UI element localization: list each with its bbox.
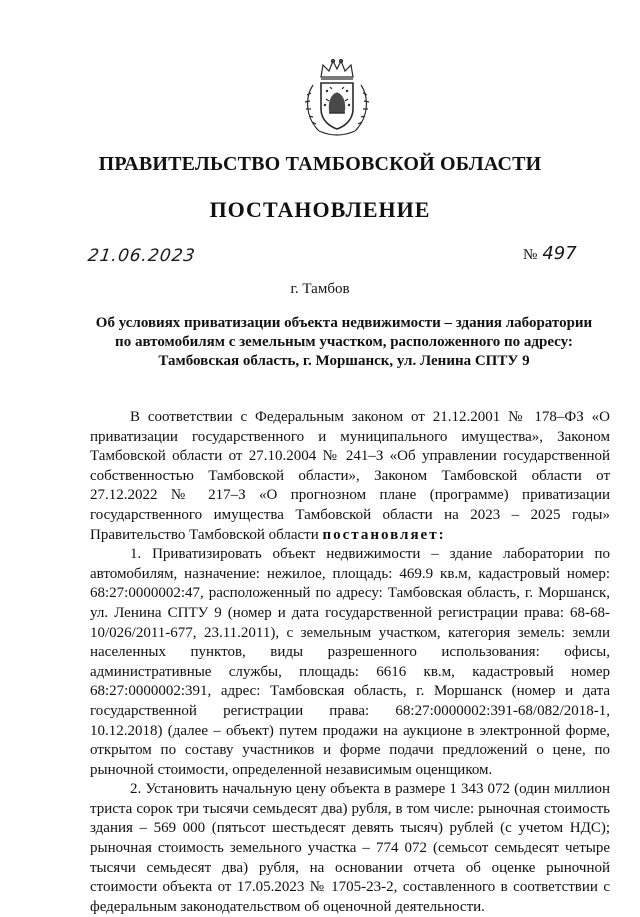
item-paragraph-2: 2. Установить начальную цену объекта в размере 1 343 072 (один миллион триста сорок три тысячи семьдесят два) рубля, в том числе: рыночная стоимость здания – 569 000 (пятьсот шестьдесят девять тысяч) рублей (с учетом НДС); рыночная стоимость земельного участка – 774 072 (семьсот семьдесят четыре тысячи семьдесят два) рубля, на основании отчета об оценке рыночной стоимости объекта от 17.05.2023 № 1705-23-2, составленного в соответствии с федеральным законодательством об оценочной деятельности.	[90, 781, 610, 915]
subject-line: по автомобилям с земельным участком, расположенного по адресу:	[115, 334, 573, 350]
subject-line: Тамбовская область, г. Моршанск, ул. Ленина СПТУ 9	[158, 353, 530, 369]
document-date: 21.06.2023	[86, 246, 197, 266]
document-city: г. Тамбов	[290, 281, 350, 297]
preamble-paragraph	[90, 408, 610, 545]
document-body	[90, 408, 610, 917]
preamble-text: В соответствии с Федеральным законом от 21.12.2001 № 178–ФЗ «О приватизации государственного и муниципального имущества», Законом Тамбовской области от 27.10.2004 № 241–З «Об управлении государственной собственностью Тамбовской области», Законом Тамбовской области от 27.12.2022 № 217–З «О прогнозном плане (программе) приватизации государственного имущества Тамбовской области на 2023 – 2025 годы» Правительство Тамбовской области	[90, 409, 610, 543]
government-title: ПРАВИТЕЛЬСТВО ТАМБОВСКОЙ ОБЛАСТИ	[98, 153, 542, 175]
document-type: ПОСТАНОВЛЕНИЕ	[209, 197, 431, 222]
document-number-block	[523, 243, 577, 264]
document-subject	[84, 314, 604, 371]
number-label: №	[523, 247, 538, 263]
subject-line: Об условиях приватизации объекта недвижимости – здания лаборатории	[95, 315, 593, 331]
decree-suffix: :	[438, 526, 446, 543]
item-paragraph-1: 1. Приватизировать объект недвижимости – здание лаборатории по автомобилям, назначение: нежилое, площадь: 469.9 кв.м, кадастровый номер: 68:27:0000002:47, расположенный по адресу: Тамбовская область, г. Моршанск, ул. Ленина СПТУ 9 (номер и дата государственной регистрации права: 68-68-10/026/2011-677, 23.11.2011), с земельным участком, категория земель: земли населенных пунктов, виды разрешенного использования: офисы, административные службы, площадь: 6616 кв.м, кадастровый номер 68:27:0000002:391, адрес: Тамбовская область, г. Моршанск (номер и дата государственной регистрации права: 68:27:0000002:391-68/082/2018-1, 10.12.2018) (далее – объект) путем продажи на аукционе в электронной форме, открытом по составу участников и форме подачи предложений о цене, по рыночной стоимости, определенной независимым оценщиком.	[90, 546, 610, 778]
document-number: 497	[542, 243, 577, 264]
tambov-coat-of-arms-icon	[299, 57, 375, 139]
decree-word: постановляет	[322, 526, 439, 543]
